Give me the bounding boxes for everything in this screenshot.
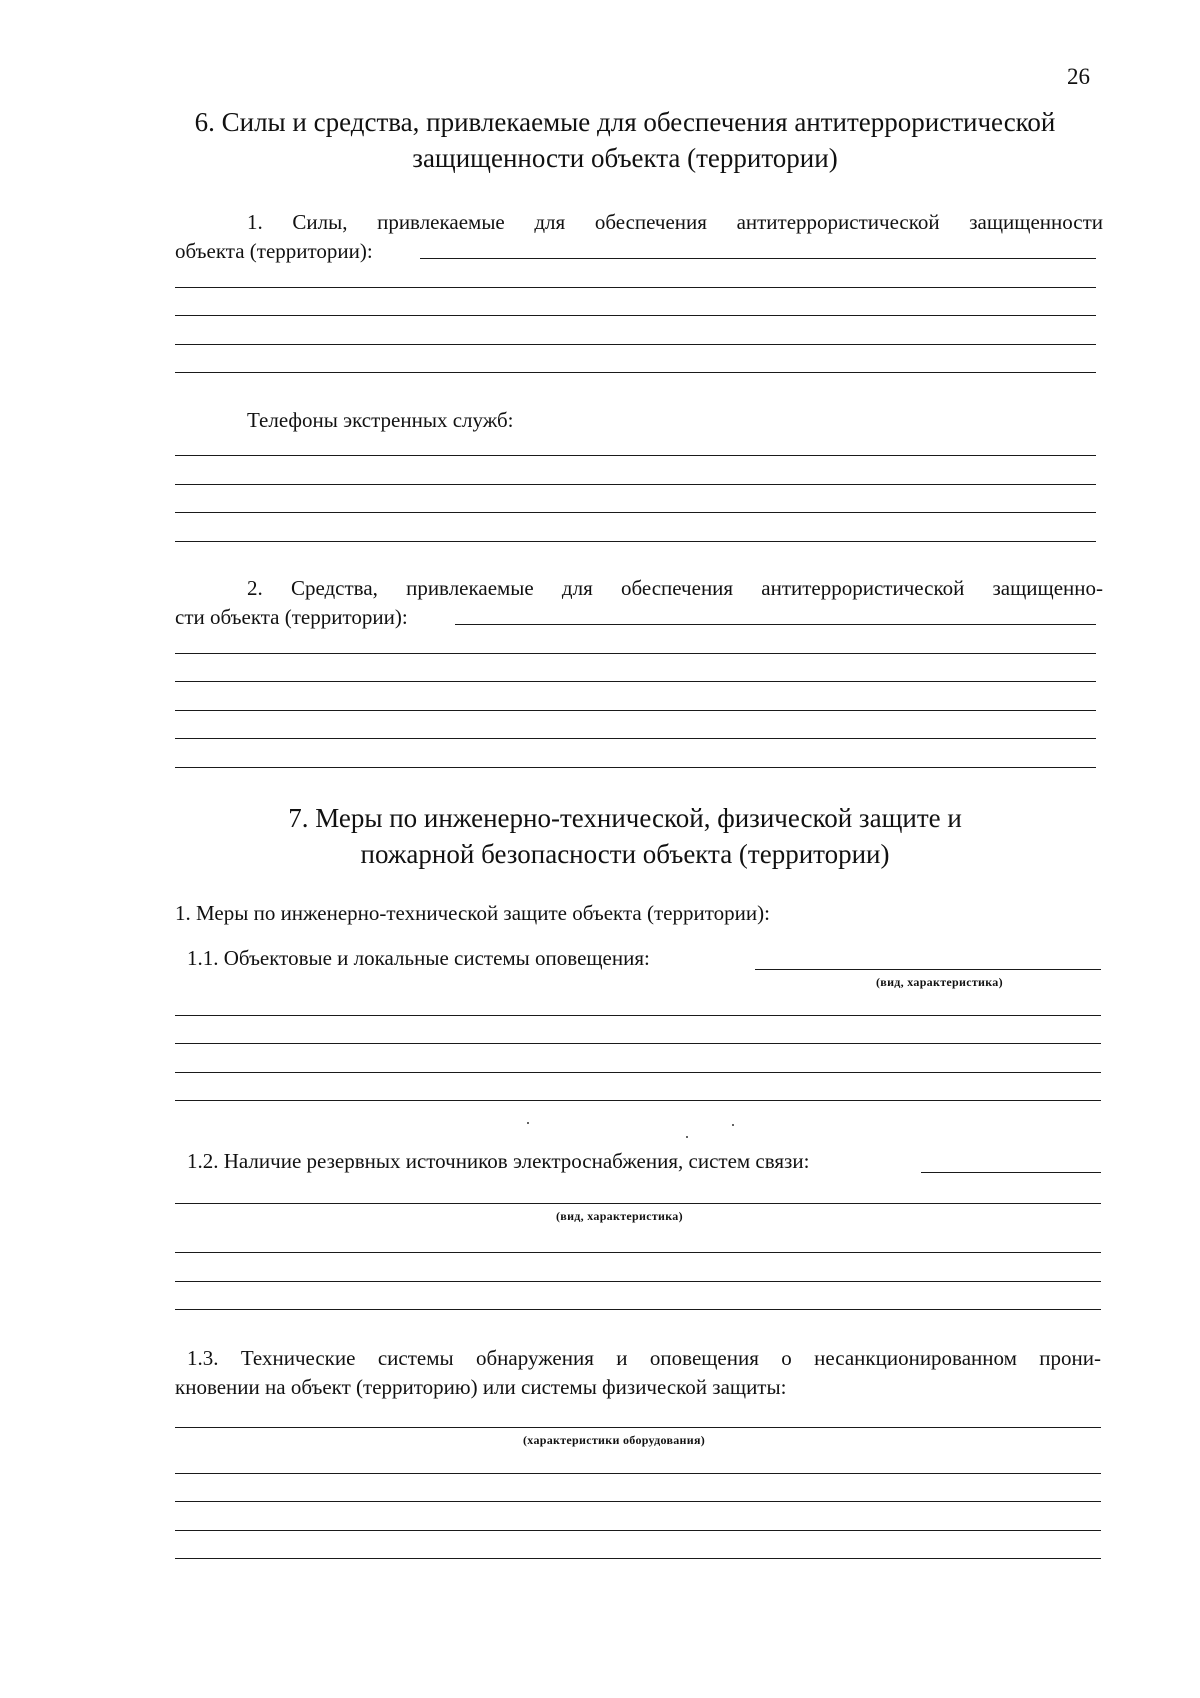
- notification-systems-input-line[interactable]: [175, 1015, 1101, 1016]
- section-6-heading-line-2: защищенности объекта (территории): [412, 143, 838, 173]
- detection-systems-input-line[interactable]: [175, 1427, 1101, 1428]
- scan-speck: [686, 1136, 688, 1138]
- section-7-heading: [150, 800, 1100, 872]
- phones-input-line[interactable]: [175, 455, 1096, 456]
- detection-systems-caption: (характеристики оборудования): [523, 1433, 706, 1447]
- notification-systems-input-line[interactable]: [175, 1100, 1101, 1101]
- forces-input-line[interactable]: [175, 372, 1096, 373]
- detection-systems-input-line[interactable]: [175, 1558, 1101, 1559]
- backup-power-input-line[interactable]: [175, 1203, 1101, 1204]
- section-6-item-1-line-2: объекта (территории):: [175, 239, 373, 263]
- section-6-item-2-line-2: сти объекта (территории):: [175, 605, 408, 629]
- means-input-line[interactable]: [455, 624, 1096, 625]
- scan-speck: [527, 1122, 529, 1124]
- phones-input-line[interactable]: [175, 541, 1096, 542]
- means-input-line[interactable]: [175, 681, 1096, 682]
- detection-systems-input-line[interactable]: [175, 1530, 1101, 1531]
- backup-power-input-line[interactable]: [921, 1172, 1101, 1173]
- backup-power-caption: (вид, характеристика): [556, 1209, 683, 1223]
- means-input-line[interactable]: [175, 767, 1096, 768]
- section-7-heading-line-2: пожарной безопасности объекта (территории): [360, 839, 890, 869]
- scan-speck: [732, 1124, 734, 1126]
- notification-systems-input-line[interactable]: [175, 1072, 1101, 1073]
- emergency-phones-label: Телефоны экстренных служб:: [247, 408, 514, 432]
- forces-input-line[interactable]: [175, 344, 1096, 345]
- section-6-item-2-line-1: 2. Средства, привлекаемые для обеспечения антитеррористической защищенно-: [247, 576, 1103, 600]
- backup-power-input-line[interactable]: [175, 1309, 1101, 1310]
- notification-systems-caption: (вид, характеристика): [876, 975, 1003, 989]
- backup-power-input-line[interactable]: [175, 1252, 1101, 1253]
- section-7-heading-line-1: 7. Меры по инженерно-технической, физической защите и: [288, 803, 962, 833]
- section-6-item-1-line-1: 1. Силы, привлекаемые для обеспечения антитеррористической защищенности: [247, 210, 1103, 234]
- detection-systems-input-line[interactable]: [175, 1501, 1101, 1502]
- notification-systems-input-line[interactable]: [755, 969, 1101, 970]
- forces-input-line[interactable]: [175, 315, 1096, 316]
- phones-input-line[interactable]: [175, 512, 1096, 513]
- phones-input-line[interactable]: [175, 484, 1096, 485]
- notification-systems-input-line[interactable]: [175, 1043, 1101, 1044]
- section-7-item-1-2: 1.2. Наличие резервных источников электроснабжения, систем связи:: [187, 1149, 810, 1173]
- section-6-heading-line-1: 6. Силы и средства, привлекаемые для обеспечения антитеррористической: [194, 107, 1056, 137]
- section-7-item-1: 1. Меры по инженерно-технической защите объекта (территории):: [175, 901, 770, 925]
- detection-systems-input-line[interactable]: [175, 1473, 1101, 1474]
- means-input-line[interactable]: [175, 738, 1096, 739]
- section-7-item-1-3-line-1: 1.3. Технические системы обнаружения и оповещения о несанкционированном прони-: [187, 1346, 1101, 1370]
- section-6-heading: [150, 104, 1100, 176]
- forces-input-line[interactable]: [175, 287, 1096, 288]
- section-7-item-1-3-line-2: кновении на объект (территорию) или системы физической защиты:: [175, 1375, 787, 1399]
- forces-input-line[interactable]: [420, 258, 1096, 259]
- section-7-item-1-1: 1.1. Объектовые и локальные системы оповещения:: [187, 946, 650, 970]
- page-number: 26: [1067, 64, 1090, 89]
- backup-power-input-line[interactable]: [175, 1281, 1101, 1282]
- means-input-line[interactable]: [175, 653, 1096, 654]
- means-input-line[interactable]: [175, 710, 1096, 711]
